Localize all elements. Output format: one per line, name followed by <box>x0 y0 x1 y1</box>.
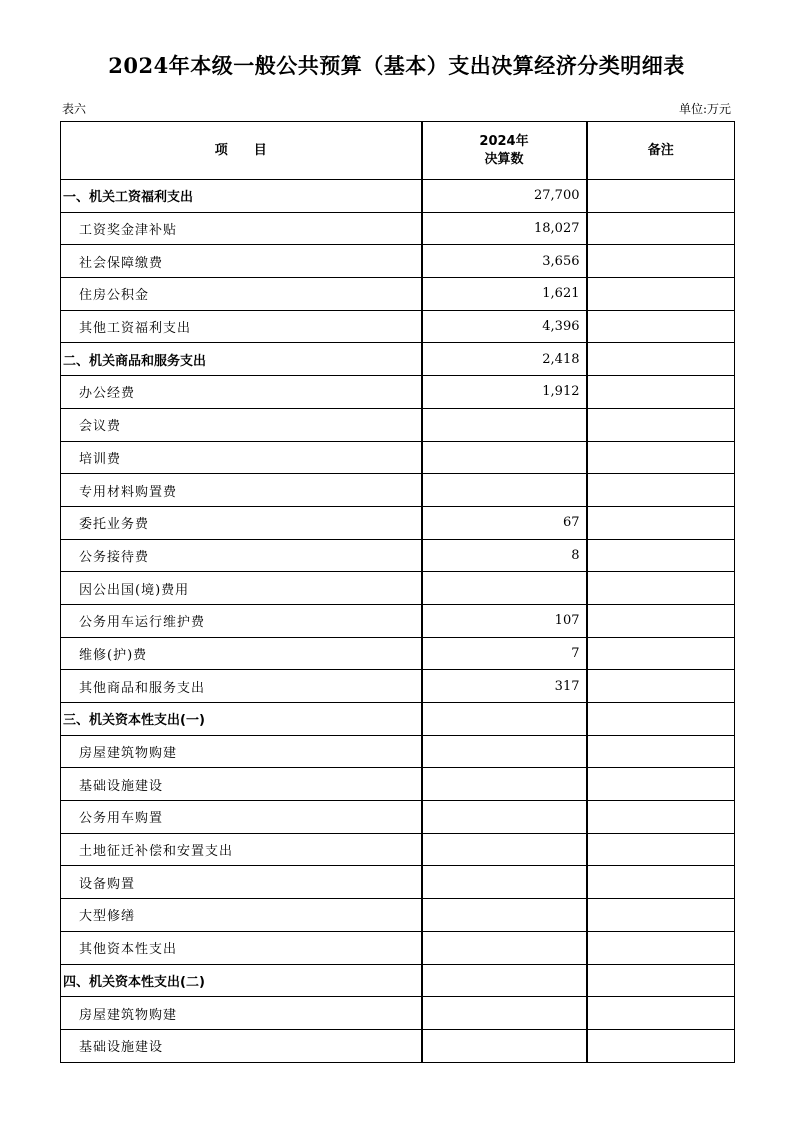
header-amount-label: 决算数 <box>484 151 524 167</box>
row-amount <box>422 703 587 736</box>
table-row <box>61 997 735 1030</box>
table-row <box>61 245 735 278</box>
table-number: 表六 <box>62 102 87 116</box>
table-row <box>61 408 735 441</box>
table-row <box>61 572 735 605</box>
row-remark <box>587 212 735 245</box>
row-item-name: 维修(护)费 <box>61 637 422 670</box>
row-item-name: 办公经费 <box>61 376 422 409</box>
table-row <box>61 637 735 670</box>
table-row <box>61 1029 735 1062</box>
row-remark <box>587 899 735 932</box>
unit-label: 单位:万元 <box>678 102 731 116</box>
row-amount: 4,396 <box>422 310 587 343</box>
row-remark <box>587 604 735 637</box>
row-amount <box>422 474 587 507</box>
row-amount: 107 <box>422 604 587 637</box>
table-row <box>61 931 735 964</box>
table-row <box>61 441 735 474</box>
row-amount: 2,418 <box>422 343 587 376</box>
row-amount <box>422 899 587 932</box>
row-item-name: 公务接待费 <box>61 539 422 572</box>
row-remark <box>587 997 735 1030</box>
table-row <box>61 506 735 539</box>
row-item-name: 房屋建筑物购建 <box>61 997 422 1030</box>
row-amount: 27,700 <box>422 180 587 213</box>
row-amount <box>422 833 587 866</box>
row-remark <box>587 343 735 376</box>
row-remark <box>587 278 735 311</box>
row-item-name: 房屋建筑物购建 <box>61 735 422 768</box>
table-row <box>61 376 735 409</box>
table-row <box>61 474 735 507</box>
row-remark <box>587 441 735 474</box>
row-amount: 8 <box>422 539 587 572</box>
row-amount <box>422 768 587 801</box>
row-remark <box>587 572 735 605</box>
row-remark <box>587 376 735 409</box>
row-amount: 67 <box>422 506 587 539</box>
row-amount <box>422 441 587 474</box>
row-amount: 7 <box>422 637 587 670</box>
row-remark <box>587 801 735 834</box>
row-item-name: 二、机关商品和服务支出 <box>61 343 422 376</box>
row-amount <box>422 735 587 768</box>
table-row <box>61 899 735 932</box>
row-amount: 317 <box>422 670 587 703</box>
row-amount <box>422 997 587 1030</box>
row-item-name: 社会保障缴费 <box>61 245 422 278</box>
header-item <box>61 122 422 180</box>
row-remark <box>587 539 735 572</box>
table-row-category <box>61 703 735 736</box>
table-row <box>61 833 735 866</box>
row-remark <box>587 703 735 736</box>
table-row <box>61 278 735 311</box>
row-item-name: 其他工资福利支出 <box>61 310 422 343</box>
row-amount: 1,621 <box>422 278 587 311</box>
row-remark <box>587 735 735 768</box>
row-item-name: 住房公积金 <box>61 278 422 311</box>
row-item-name: 专用材料购置费 <box>61 474 422 507</box>
row-item-name: 土地征迁补偿和安置支出 <box>61 833 422 866</box>
row-item-name: 一、机关工资福利支出 <box>61 180 422 213</box>
row-remark <box>587 931 735 964</box>
row-remark <box>587 310 735 343</box>
table-header-row <box>61 122 735 180</box>
table-row <box>61 212 735 245</box>
table-body <box>61 180 735 1063</box>
row-item-name: 大型修缮 <box>61 899 422 932</box>
row-item-name: 三、机关资本性支出(一) <box>61 703 422 736</box>
row-remark <box>587 180 735 213</box>
row-item-name: 其他商品和服务支出 <box>61 670 422 703</box>
row-item-name: 工资奖金津补贴 <box>61 212 422 245</box>
header-amount <box>422 122 587 180</box>
row-item-name: 委托业务费 <box>61 506 422 539</box>
row-amount <box>422 866 587 899</box>
row-item-name: 公务用车购置 <box>61 801 422 834</box>
row-amount <box>422 1029 587 1062</box>
row-amount: 18,027 <box>422 212 587 245</box>
row-remark <box>587 964 735 997</box>
row-amount <box>422 572 587 605</box>
row-remark <box>587 474 735 507</box>
row-item-name: 基础设施建设 <box>61 1029 422 1062</box>
row-item-name: 会议费 <box>61 408 422 441</box>
row-amount <box>422 964 587 997</box>
row-remark <box>587 506 735 539</box>
table-row <box>61 604 735 637</box>
row-item-name: 四、机关资本性支出(二) <box>61 964 422 997</box>
table-row <box>61 310 735 343</box>
table-row <box>61 735 735 768</box>
row-item-name: 其他资本性支出 <box>61 931 422 964</box>
header-item-label: 项 目 <box>214 142 267 158</box>
row-remark <box>587 1029 735 1062</box>
row-remark <box>587 670 735 703</box>
row-amount <box>422 408 587 441</box>
row-item-name: 培训费 <box>61 441 422 474</box>
header-year-label: 2024年 <box>479 133 529 149</box>
row-remark <box>587 866 735 899</box>
table-row <box>61 801 735 834</box>
page-title: 2024年本级一般公共预算（基本）支出决算经济分类明细表 <box>108 53 685 78</box>
row-item-name: 基础设施建设 <box>61 768 422 801</box>
row-amount: 3,656 <box>422 245 587 278</box>
row-item-name: 公务用车运行维护费 <box>61 604 422 637</box>
table-row-category <box>61 343 735 376</box>
row-amount: 1,912 <box>422 376 587 409</box>
table-row-category <box>61 180 735 213</box>
row-amount <box>422 801 587 834</box>
row-remark <box>587 637 735 670</box>
row-remark <box>587 245 735 278</box>
table-row-category <box>61 964 735 997</box>
table-row <box>61 539 735 572</box>
header-remark <box>587 122 735 180</box>
table-row <box>61 670 735 703</box>
row-item-name: 因公出国(境)费用 <box>61 572 422 605</box>
header-remark-label: 备注 <box>647 142 674 158</box>
row-remark <box>587 833 735 866</box>
row-item-name: 设备购置 <box>61 866 422 899</box>
expenditure-table <box>60 121 735 1063</box>
row-amount <box>422 931 587 964</box>
row-remark <box>587 768 735 801</box>
table-row <box>61 768 735 801</box>
table-row <box>61 866 735 899</box>
row-remark <box>587 408 735 441</box>
